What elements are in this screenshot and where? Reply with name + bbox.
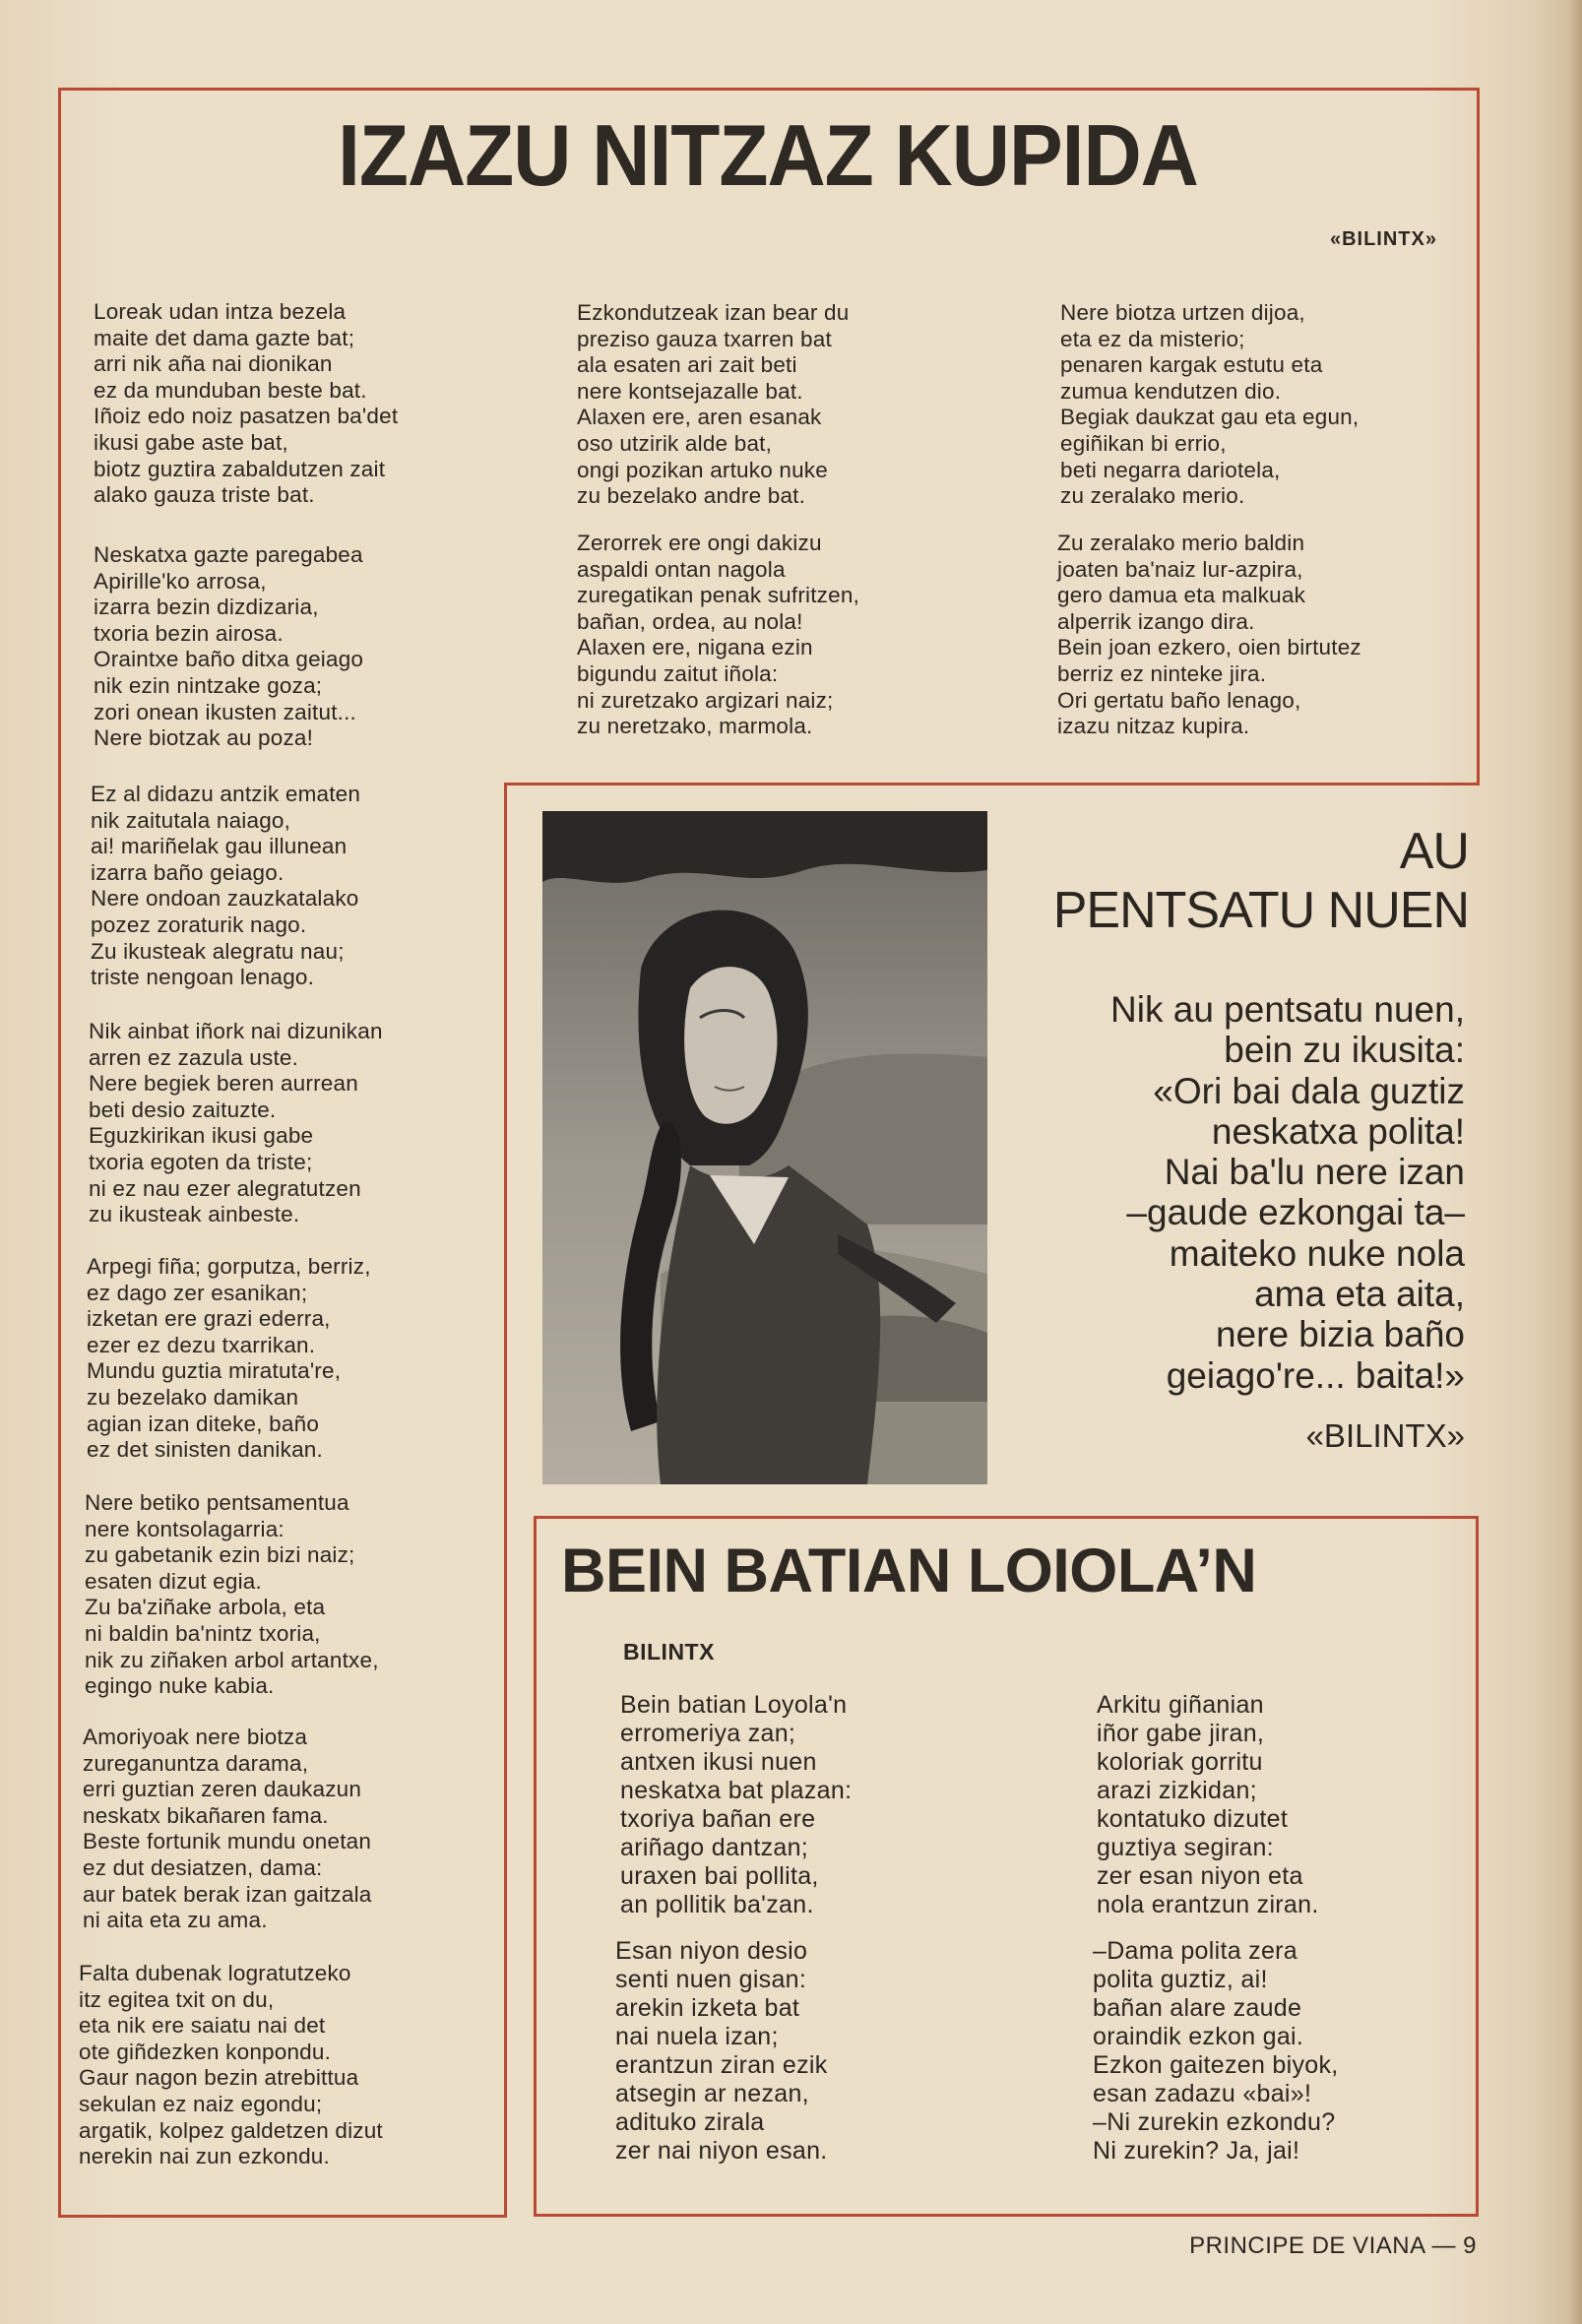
bein-frame-bottom (534, 2214, 1479, 2217)
portrait-painting (542, 811, 987, 1484)
bein-poem-title: BEIN BATIAN LOIOLA’N (561, 1537, 1257, 1605)
bein-stanza-3: Arkitu giñanian iñor gabe jiran, koloriak gorritu arazi zizkidan; kontatuko dizutet guztiya segiran: zer esan niyon eta nola erantzun ziran. (1097, 1691, 1319, 1918)
stanza-4: Nik ainbat iñork nai dizunikan arren ez zazula uste. Nere begiek beren aurrean beti desio zaituzte. Eguzkirikan ikusi gabe txoria egoten da triste; ni ez nau ezer alegratutzen zu ikusteak ainbeste. (89, 1019, 383, 1227)
frame-bottom-border (58, 2215, 507, 2218)
stanza-12: Zu zeralako merio baldin joaten ba'naiz lur-azpira, gero damua eta malkuak alperrik izango dira. Bein joan ezkero, oien birtutez berriz ez ninteke jira. Ori gertatu baño lenago, izazu nitzaz kupira. (1057, 531, 1361, 739)
stanza-2: Neskatxa gazte paregabea Apirille'ko arrosa, izarra bezin dizdizaria, txoria bezin airosa. Oraintxe baño ditxa geiago nik ezin nintzake goza; zori onean ikusten zaitut... Nere biotzak au poza! (94, 542, 364, 751)
stanza-1: Loreak udan intza bezela maite det dama gazte bat; arri nik aña nai dionikan ez da munduban beste bat. Iñoiz edo noiz pasatzen ba'det ikusi gabe aste bat, biotz guztira zabaldutzen zait alako gauza triste bat. (94, 299, 399, 508)
bein-frame-right (1476, 1516, 1479, 2217)
au-poem-title (984, 822, 1469, 940)
frame-inner-left-border (504, 783, 507, 2217)
bein-stanza-1: Bein batian Loyola'n erromeriya zan; antxen ikusi nuen neskatxa bat plazan: txoriya bañan ere ariñago dantzan; uraxen bai pollita, an pollitik ba'zan. (620, 1691, 853, 1918)
stanza-5: Arpegi fiña; gorputza, berriz, ez dago zer esanikan; izketan ere grazi ederra, ezer ez dezu txarrikan. Mundu guztia miratuta're, zu bezelako damikan agian izan diteke, baño ez det sinisten danikan. (87, 1254, 371, 1463)
page-spine (1568, 0, 1582, 2324)
bein-poem-author: BILINTX (623, 1639, 715, 1664)
stanza-6: Nere betiko pentsamentua nere kontsolagarria: zu gabetanik ezin bizi naiz; esaten dizut egia. Zu ba'ziñake arbola, eta ni baldin ba'nintz txoria, nik zu ziñaken arbol artantxe, egingo nuke kabia. (85, 1490, 379, 1699)
stanza-11: Nere biotza urtzen dijoa, eta ez da misterio; penaren kargak estutu eta zumua kendutzen dio. Begiak daukzat gau eta egun, egiñikan bi errio, beti negarra dariotela, zu zeralako merio. (1060, 300, 1360, 509)
frame-right-border (1477, 88, 1480, 785)
stanza-10: Zerorrek ere ongi dakizu aspaldi ontan nagola zuregatikan penak sufritzen, bañan, ordea, au nola! Alaxen ere, nigana ezin bigundu zaitut iñola: ni zuretzako argizari naiz; zu neretzako, marmola. (577, 531, 860, 739)
stanza-8: Falta dubenak logratutzeko itz egitea txit on du, eta nik ere saiatu nai det ote giñdezken konpondu. Gaur nagon bezin atrebittua sekulan ez naiz egondu; argatik, kolpez galdetzen dizut nerekin nai zun ezkondu. (79, 1961, 383, 2169)
page-footer: PRINCIPE DE VIANA — 9 (1189, 2232, 1477, 2259)
bein-frame-left (534, 1516, 537, 2217)
au-poem-text: Nik au pentsatu nuen, bein zu ikusita: «Ori bai dala guztiz neskatxa polita! Nai ba'lu nere izan –gaude ezkongai ta– maiteko nuke nola ama eta aita, nere bizia baño geiago're... baita!» (1110, 989, 1465, 1396)
bein-frame-top (534, 1516, 1479, 1519)
frame-inner-divider (504, 783, 1480, 785)
au-poem-title-line2: PENTSATU NUEN (1052, 882, 1469, 939)
au-poem-author: «BILINTX» (1305, 1417, 1465, 1454)
bein-stanza-2: Esan niyon desio senti nuen gisan: arekin izketa bat nai nuela izan; erantzun ziran ezik atsegin ar nezan, adituko zirala zer nai niyon esan. (615, 1937, 828, 2165)
portrait-painting-svg (542, 811, 987, 1484)
au-poem-title-line1: AU (1399, 823, 1469, 880)
bein-stanza-4: –Dama polita zera polita guztiz, ai! bañan alare zaude oraindik ezkon gai. Ezkon gaitezen biyok, esan zadazu «bai»! –Ni zurekin ezkondu? Ni zurekin? Ja, jai! (1093, 1937, 1339, 2165)
page-title: IZAZU NITZAZ KUPIDA (338, 107, 1198, 205)
frame-top-border (58, 88, 1480, 91)
frame-left-border (58, 88, 61, 2217)
main-poem-author: «BILINTX» (1329, 228, 1437, 250)
stanza-9: Ezkondutzeak izan bear du preziso gauza txarren bat ala esaten ari zait beti nere kontsejazalle bat. Alaxen ere, aren esanak oso utzirik alde bat, ongi pozikan artuko nuke zu bezelako andre bat. (577, 300, 850, 509)
stanza-3: Ez al didazu antzik ematen nik zaitutala naiago, ai! mariñelak gau illunean izarra baño geiago. Nere ondoan zauzkatalako pozez zoraturik nago. Zu ikusteak alegratu nau; triste nengoan lenago. (91, 782, 361, 990)
stanza-7: Amoriyoak nere biotza zureganuntza darama, erri guztian zeren daukazun neskatx bikañaren fama. Beste fortunik mundu onetan ez dut desiatzen, dama: aur batek berak izan gaitzala ni aita eta zu ama. (83, 1725, 372, 1933)
